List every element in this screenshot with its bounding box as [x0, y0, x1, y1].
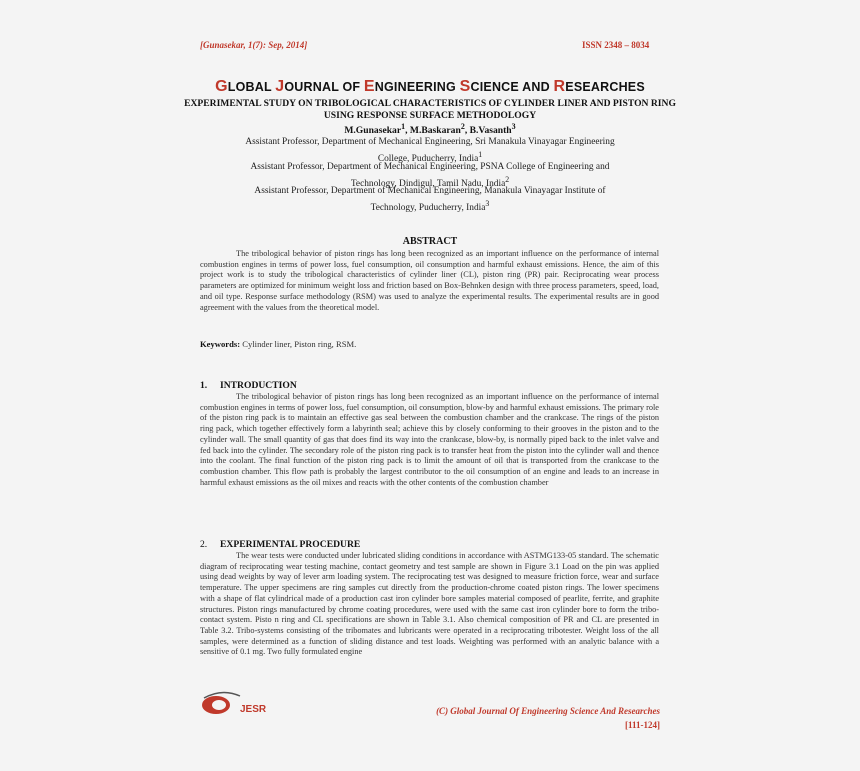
- affiliation-sup: 1: [478, 149, 483, 159]
- journal-word: ESEARCHES: [565, 80, 645, 94]
- footer-journal: (C) Global Journal Of Engineering Science And Researches: [436, 706, 660, 716]
- author-name: M.Gunasekar: [344, 125, 402, 137]
- journal-initial: R: [553, 78, 566, 95]
- affiliation-sup: 3: [485, 198, 490, 208]
- section-heading-introduction: [200, 380, 297, 391]
- section-title: EXPERIMENTAL PROCEDURE: [220, 539, 361, 550]
- header-citation: [Gunasekar, 1(7): Sep, 2014]: [200, 40, 308, 50]
- experimental-text: The wear tests were conducted under lubricated sliding conditions in accordance with ASTMG133-05 standard. The schematic diagram of reciprocating wear testing machine, contact geometry and test sample are shown in Figure 3.1 Load on the pin was applied using dead weights by way of lever arm loading system. The reciprocating test was designed to measure friction force, wear and surface temperature. The upper specimens are ring samples cut directly from the production-chrome coated piston rings. The lower specimens with a shape of flat cylindrical made of a production cast iron cylinder bore samples material composed of pearlite, ferrite, and graphite structures. Piston rings manufactured by chrome coating procedures, were used with the same cast iron cylinder bore to form the tribo-contact system. Pisto n ring and CL specifications are shown in Table 3.1. Also chemical composition of PR and CL are presented in Table 3.2. Tribo-systems consisting of the tribomates and lubricants were operated in a reciprocating tribotester. Weight loss of the all samples, were determined as a function of sliding distance and test loads. Weighting was performed with an analytic balance with a sensitive of 0.1 mg. Two fully formulated engine: [200, 551, 659, 657]
- journal-initial: S: [459, 78, 471, 95]
- journal-word: LOBAL: [227, 80, 276, 94]
- section-number: 1.: [200, 380, 208, 391]
- journal-word: OURNAL OF: [284, 80, 364, 94]
- abstract-heading: ABSTRACT: [402, 236, 458, 247]
- header-issn: ISSN 2348 – 8034: [582, 40, 650, 50]
- journal-initial: G: [215, 78, 228, 95]
- affiliation-sup: 2: [505, 174, 510, 184]
- section-heading-experimental: [200, 539, 360, 550]
- section-title: INTRODUCTION: [220, 380, 297, 391]
- introduction-text: The tribological behavior of piston rings has long been recognized as an important influence on the performance of internal combustion engines in terms of power loss, fuel consumption, oil consumption, blow-by and harmful exhaust emissions. The primary role of the piston ring pack is to maintain an effective gas seal between the combustion chamber and the crankcase. The rings of the piston ring pack, which together effectively form a labyrinth seal; achieve this by closely conforming to their grooves in the piston and to the cylinder wall. The small quantity of gas that does find its way into the crankcase, blow-by, is normally piped back to the inlet valve and fed back into the cylinder. The secondary role of the piston ring pack is to transfer heat from the piston into the cylinder wall and thence into the coolant. The final function of the piston ring pack is to limit the amount of oil that is transported from the crankcase to the combustion chamber. This flow path is probably the largest contributor to the oil consumption of an engine and leads to an increase in harmful exhaust emissions as the oil mixes and reacts with the other contents of the combustion chamber: [200, 392, 659, 487]
- keywords-label: Keywords:: [200, 339, 241, 349]
- affiliation-line: College, Puducherry, India: [377, 153, 479, 164]
- affiliation-line: Assistant Professor, Department of Mechanical Engineering, Manakula Vinayagar Institute of: [254, 186, 606, 196]
- affiliation-line: Assistant Professor, Department of Mechanical Engineering, PSNA College of Engineering and: [250, 162, 610, 172]
- logo-text: JESR: [240, 704, 267, 715]
- section-number: 2.: [200, 539, 208, 550]
- author-name: M.Baskaran: [409, 125, 461, 137]
- journal-initial: J: [275, 78, 285, 95]
- abstract-text: The tribological behavior of piston rings has long been recognized as an important influence on the performance of internal combustion engines in terms of power loss, fuel consumption, oil consumption and harmful exhaust emissions. Hence, the aim of this project work is to study the tribological characteristics of cylinder liner (CL), piston ring (PR) pair. Reciprocating wear process parameters are optimized for minimum weight loss and friction based on Box-Behnken design with three process parameters, speed, load, and oil type. Response surface methodology (RSM) was used to analyze the experimental results. The experimental results are in good agreement with the values from the theoretical model.: [200, 249, 659, 312]
- affiliation-line: Assistant Professor, Department of Mechanical Engineering, Sri Manakula Vinayagar Engineering: [245, 137, 615, 147]
- journal-word: NGINEERING: [374, 80, 460, 94]
- paper-title: EXPERIMENTAL STUDY ON TRIBOLOGICAL CHARACTERISTICS OF CYLINDER LINER AND PISTON RING USING RESPONSE SURFACE METHODOLOGY: [184, 98, 676, 121]
- affiliation-line: Technology, Dindigul, Tamil Nadu, India: [350, 178, 506, 189]
- abstract-body: [200, 249, 659, 313]
- author-sup: 1: [401, 122, 406, 131]
- journal-initial: E: [363, 78, 375, 95]
- footer-pages: [111-124]: [625, 720, 660, 730]
- author-list: M.Gunasekar$^1$, M.Baskaran$^2$, B.Vasanth$^3$: [344, 122, 516, 137]
- affiliation-3: [200, 185, 660, 214]
- experimental-body: [200, 551, 659, 658]
- affiliation-line: Technology, Puducherry, India: [370, 202, 486, 213]
- author-name: B.Vasanth: [469, 125, 512, 137]
- keywords-value: Cylinder liner, Piston ring, RSM.: [242, 339, 357, 349]
- author-sup: 3: [511, 122, 516, 131]
- keywords: [200, 339, 659, 350]
- journal-title: [0, 78, 860, 96]
- journal-word: CIENCE AND: [470, 80, 554, 94]
- introduction-body: [200, 392, 659, 488]
- author-sup: 2: [460, 122, 465, 131]
